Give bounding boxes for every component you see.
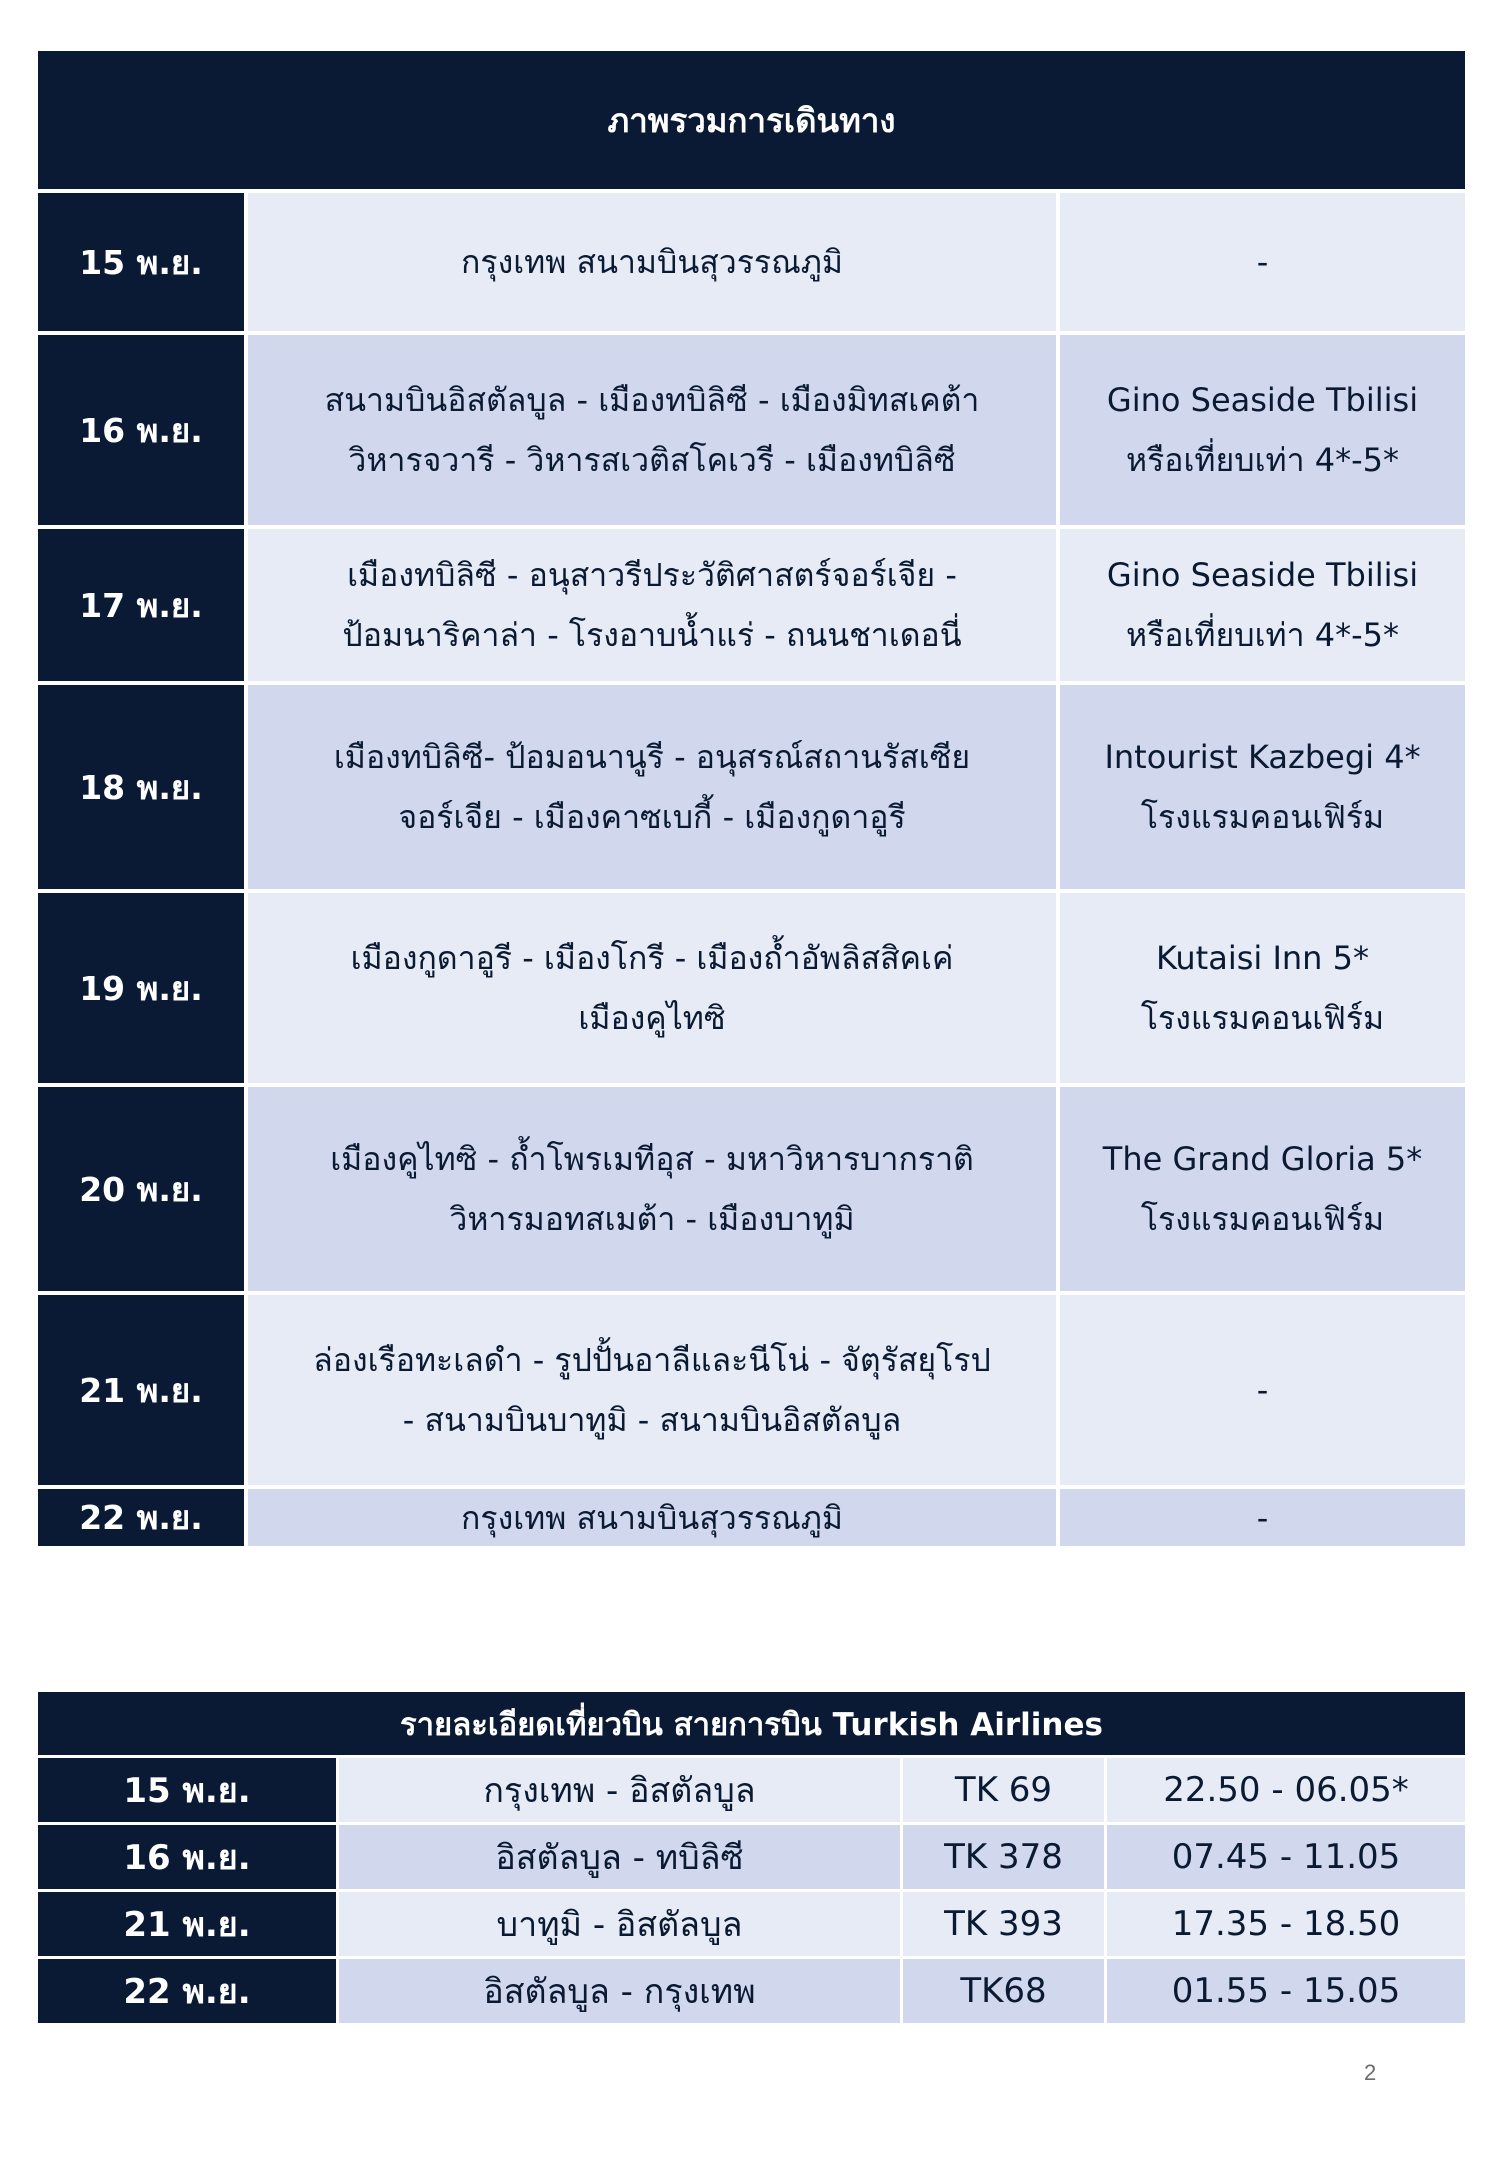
itinerary-route	[248, 1295, 1056, 1485]
hotel-line: Intourist Kazbegi 4*	[1104, 738, 1421, 776]
itinerary-row	[38, 529, 1465, 681]
itinerary-date: 17 พ.ย.	[38, 529, 244, 681]
itinerary-row	[38, 193, 1465, 331]
flight-number: TK68	[903, 1959, 1104, 2023]
flight-route: อิสตัลบูล - ทบิลิซี	[339, 1825, 900, 1889]
itinerary-hotel	[1060, 529, 1465, 681]
itinerary-date: 15 พ.ย.	[38, 193, 244, 331]
page-number: 2	[1364, 2060, 1377, 2085]
itinerary-row	[38, 1295, 1465, 1485]
itinerary-row	[38, 1087, 1465, 1291]
flight-details-table	[38, 1692, 1465, 2024]
flight-number: TK 393	[903, 1892, 1104, 1956]
hotel-line: -	[1256, 1498, 1269, 1537]
hotel-line: โรงแรมคอนเฟิร์ม	[1140, 1200, 1385, 1238]
itinerary-date: 21 พ.ย.	[38, 1295, 244, 1485]
flight-time: 17.35 - 18.50	[1107, 1892, 1465, 1956]
itinerary-hotel	[1060, 193, 1465, 331]
flight-date: 22 พ.ย.	[38, 1959, 336, 2023]
route-line: เมืองกูดาอูรี - เมืองโกรี - เมืองถ้ำอัพลิสสิคเค่	[350, 939, 954, 977]
itinerary-date: 16 พ.ย.	[38, 335, 244, 525]
hotel-line: หรือเที่ยบเท่า 4*-5*	[1125, 441, 1400, 479]
itinerary-date: 19 พ.ย.	[38, 893, 244, 1083]
flight-route: อิสตัลบูล - กรุงเทพ	[339, 1959, 900, 2023]
hotel-line: Gino Seaside Tbilisi	[1106, 556, 1419, 594]
route-line: กรุงเทพ สนามบินสุวรรณภูมิ	[461, 243, 843, 281]
route-line: วิหารจวารี - วิหารสเวติสโคเวรี - เมืองทบิลิซี	[348, 441, 956, 479]
flight-row	[38, 1758, 1465, 1822]
flight-row	[38, 1892, 1465, 1956]
itinerary-route	[248, 1087, 1056, 1291]
flight-number: TK 378	[903, 1825, 1104, 1889]
flight-row	[38, 1825, 1465, 1889]
route-line: ป้อมนาริคาล่า - โรงอาบน้ำแร่ - ถนนชาเดอนี่	[342, 616, 962, 654]
route-line: - สนามบินบาทูมิ - สนามบินอิสตัลบูล	[402, 1401, 902, 1439]
itinerary-route	[248, 1489, 1056, 1546]
itinerary-date: 20 พ.ย.	[38, 1087, 244, 1291]
flight-route: กรุงเทพ - อิสตัลบูล	[339, 1758, 900, 1822]
itinerary-row	[38, 893, 1465, 1083]
hotel-line: Gino Seaside Tbilisi	[1106, 381, 1419, 419]
flight-route: บาทูมิ - อิสตัลบูล	[339, 1892, 900, 1956]
hotel-line: โรงแรมคอนเฟิร์ม	[1140, 798, 1385, 836]
itinerary-date: 18 พ.ย.	[38, 685, 244, 889]
hotel-line: -	[1256, 1371, 1269, 1409]
flight-row	[38, 1959, 1465, 2023]
itinerary-date: 22 พ.ย.	[38, 1489, 244, 1546]
itinerary-row	[38, 335, 1465, 525]
flight-time: 07.45 - 11.05	[1107, 1825, 1465, 1889]
itinerary-hotel	[1060, 685, 1465, 889]
flight-date: 16 พ.ย.	[38, 1825, 336, 1889]
flight-time: 22.50 - 06.05*	[1107, 1758, 1465, 1822]
hotel-line: -	[1256, 243, 1269, 281]
hotel-line: Kutaisi Inn 5*	[1156, 939, 1369, 977]
route-line: เมืองคูไทซิ	[578, 999, 726, 1037]
itinerary-route	[248, 529, 1056, 681]
route-line: จอร์เจีย - เมืองคาซเบกี้ - เมืองกูดาอูรี	[398, 798, 906, 836]
itinerary-row	[38, 685, 1465, 889]
flights-title: รายละเอียดเที่ยวบิน สายการบิน Turkish Airlines	[38, 1692, 1465, 1755]
flight-time: 01.55 - 15.05	[1107, 1959, 1465, 2023]
route-line: สนามบินอิสตัลบูล - เมืองทบิลิซี - เมืองมิทสเคต้า	[324, 381, 980, 419]
route-line: เมืองทบิลิซี - อนุสาวรีประวัติศาสตร์จอร์เจีย -	[347, 556, 957, 594]
itinerary-route	[248, 335, 1056, 525]
hotel-line: โรงแรมคอนเฟิร์ม	[1140, 999, 1385, 1037]
itinerary-hotel	[1060, 1087, 1465, 1291]
itinerary-route	[248, 893, 1056, 1083]
flight-date: 21 พ.ย.	[38, 1892, 336, 1956]
itinerary-hotel	[1060, 1489, 1465, 1546]
itinerary-hotel	[1060, 1295, 1465, 1485]
itinerary-hotel	[1060, 893, 1465, 1083]
hotel-line: หรือเที่ยบเท่า 4*-5*	[1125, 616, 1400, 654]
route-line: วิหารมอทสเมต้า - เมืองบาทูมิ	[449, 1200, 855, 1238]
route-line: ล่องเรือทะเลดำ - รูปปั้นอาลีและนีโน่ - จัตุรัสยุโรป	[313, 1341, 991, 1379]
itinerary-table	[38, 51, 1465, 1554]
itinerary-hotel	[1060, 335, 1465, 525]
route-line: เมืองคูไทซิ - ถ้ำโพรเมทีอุส - มหาวิหารบากราติ	[330, 1140, 974, 1178]
itinerary-route	[248, 193, 1056, 331]
route-line: เมืองทบิลิซี- ป้อมอนานูรี - อนุสรณ์สถานรัสเซีย	[333, 738, 971, 776]
hotel-line: The Grand Gloria 5*	[1102, 1140, 1423, 1178]
itinerary-route	[248, 685, 1056, 889]
flight-number: TK 69	[903, 1758, 1104, 1822]
itinerary-row	[38, 1489, 1465, 1546]
itinerary-title: ภาพรวมการเดินทาง	[38, 51, 1465, 189]
flight-date: 15 พ.ย.	[38, 1758, 336, 1822]
route-line: กรุงเทพ สนามบินสุวรรณภูมิ	[461, 1498, 843, 1537]
